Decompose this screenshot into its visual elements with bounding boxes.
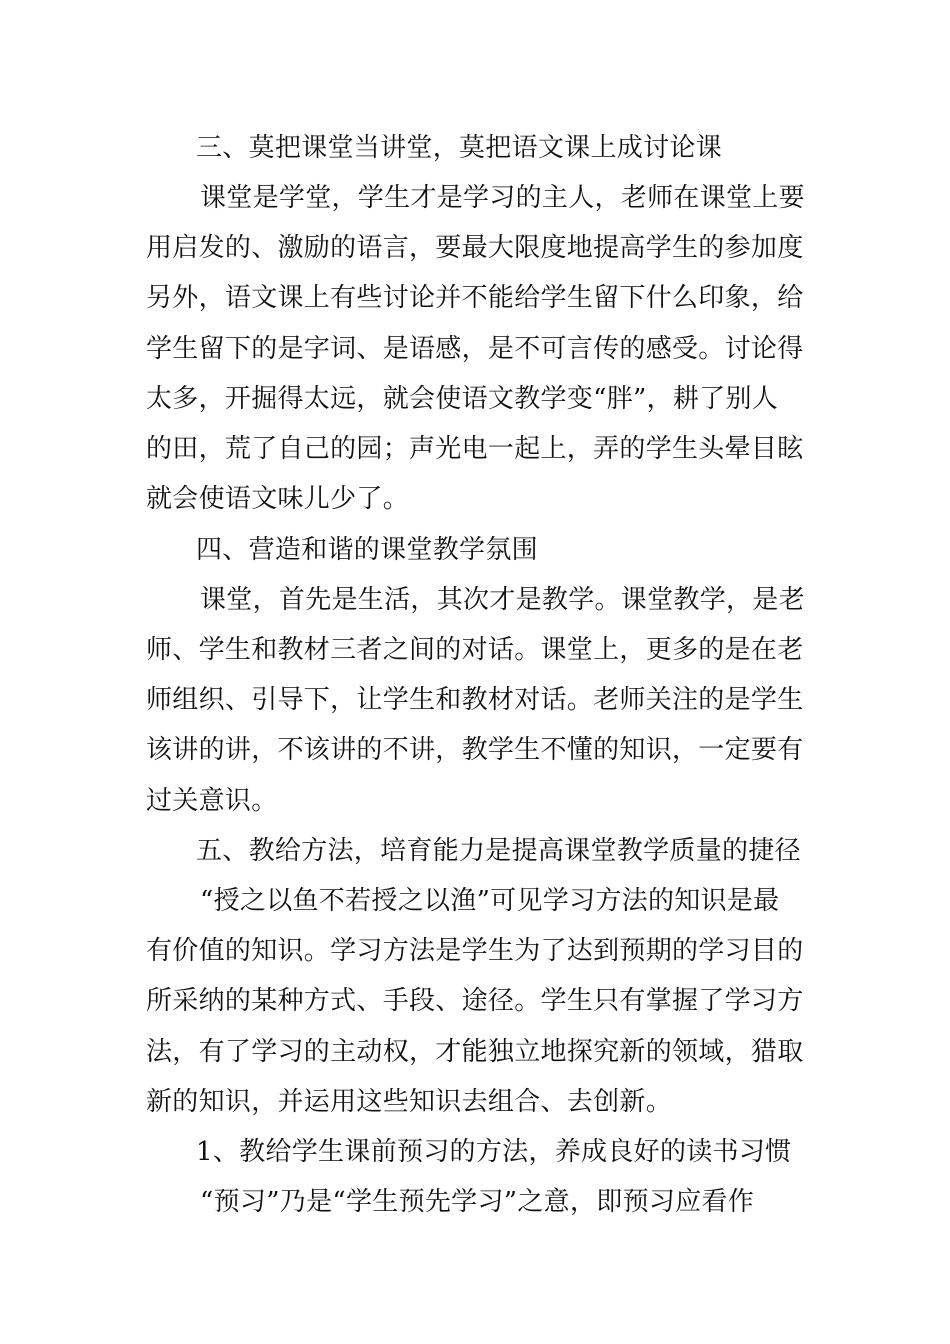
paragraph-line: 过关意识。 — [146, 786, 278, 816]
paragraph-line: 太多，开掘得太远，就会使语文教学变“胖”，耕了别人 — [146, 384, 779, 414]
paragraph-line: 师、学生和教材三者之间的对话。课堂上，更多的是在老 — [146, 635, 804, 665]
paragraph-line: 该讲的讲，不该讲的不讲，教学生不懂的知识，一定要有 — [146, 735, 804, 765]
paragraph-line: 新的知识，并运用这些知识去组合、去创新。 — [146, 1087, 673, 1117]
paragraph-line: “预习”乃是“学生预先学习”之意，即预习应看作 — [200, 1187, 755, 1217]
section-heading-4: 四、营造和谐的课堂教学氛围 — [196, 535, 538, 565]
paragraph-line: 课堂是学堂，学生才是学习的主人，老师在课堂上要 — [200, 183, 805, 213]
paragraph-line: 另外，语文课上有些讨论并不能给学生留下什么印象，给 — [146, 283, 804, 313]
paragraph-line: 学生留下的是字词、是语感，是不可言传的感受。讨论得 — [146, 334, 804, 364]
section-heading-5: 五、教给方法，培育能力是提高课堂教学质量的捷径 — [196, 836, 801, 866]
subsection-heading-1: 1、教给学生课前预习的方法，养成良好的读书习惯 — [196, 1137, 792, 1167]
paragraph-line: 有价值的知识。学习方法是学生为了达到预期的学习目的 — [146, 936, 804, 966]
section-heading-3: 三、莫把课堂当讲堂，莫把语文课上成讨论课 — [196, 133, 723, 163]
paragraph-line: 就会使语文味儿少了。 — [146, 484, 410, 514]
paragraph-line: 课堂，首先是生活，其次才是教学。课堂教学，是老 — [200, 585, 805, 615]
paragraph-line: 的田，荒了自己的园；声光电一起上，弄的学生头晕目眩 — [146, 434, 804, 464]
paragraph-line: 用启发的、激励的语言，要最大限度地提高学生的参加度 — [146, 233, 804, 263]
paragraph-line: “授之以鱼不若授之以渔”可见学习方法的知识是最 — [200, 886, 780, 916]
paragraph-line: 师组织、引导下，让学生和教材对话。老师关注的是学生 — [146, 685, 804, 715]
paragraph-line: 法，有了学习的主动权，才能独立地探究新的领域，猎取 — [146, 1037, 804, 1067]
paragraph-line: 所采纳的某种方式、手段、途径。学生只有掌握了学习方 — [146, 986, 804, 1016]
